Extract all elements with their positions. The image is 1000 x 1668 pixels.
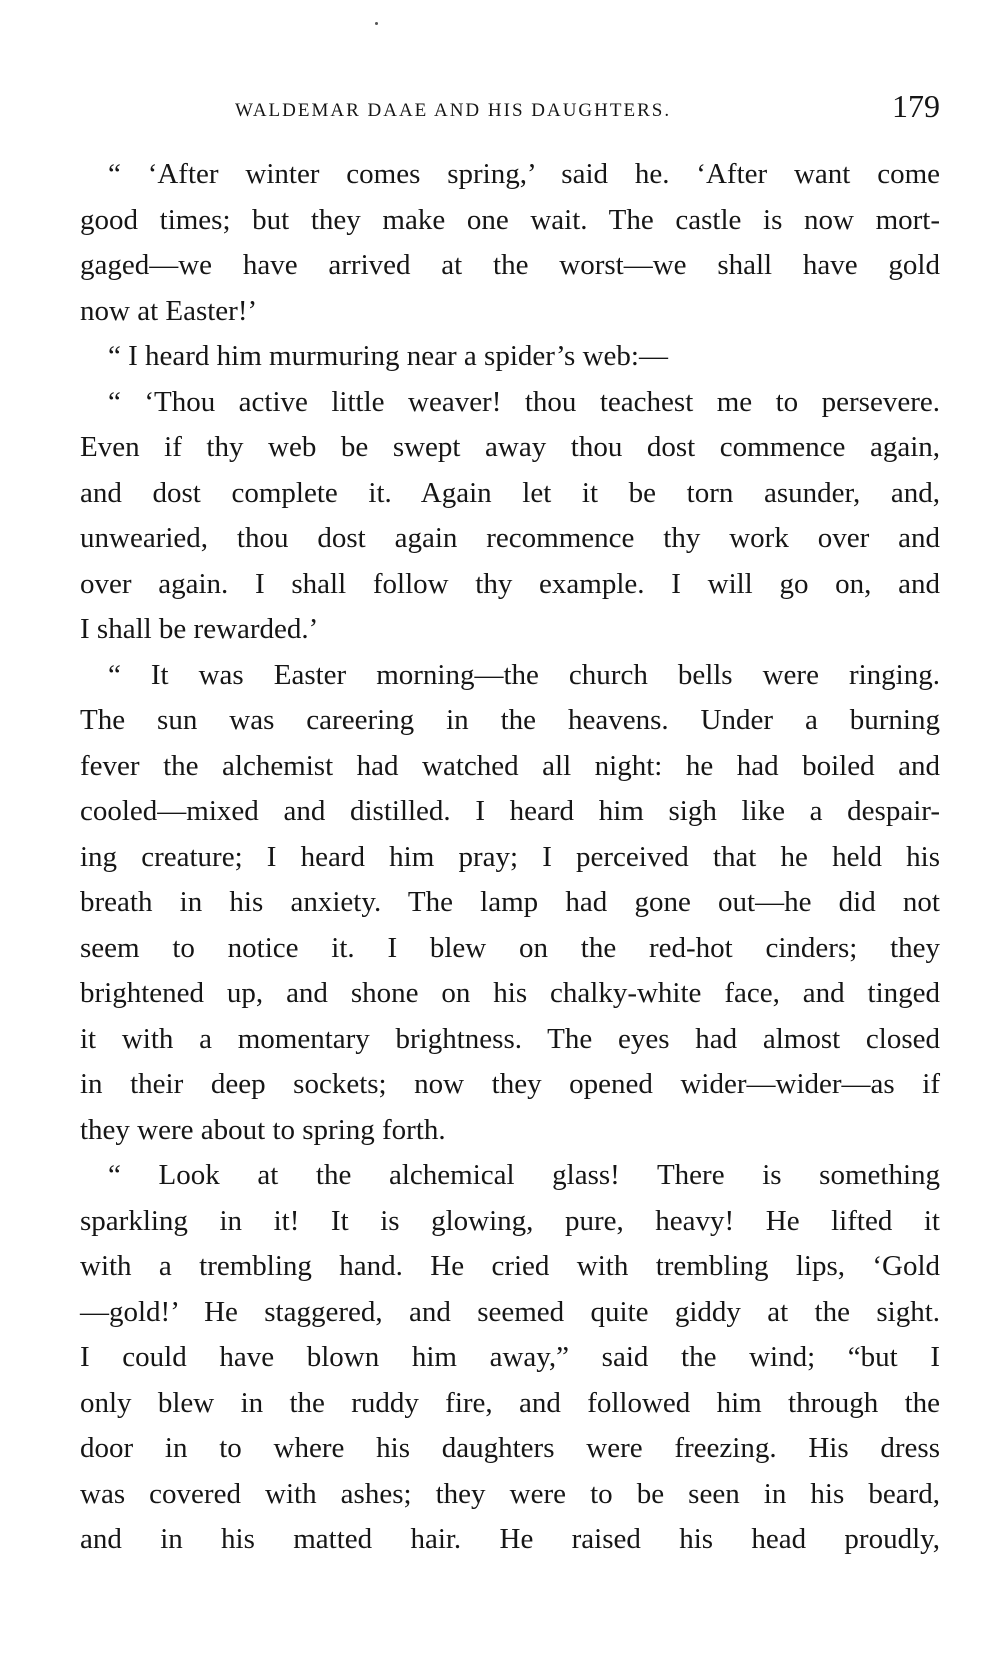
body-text	[80, 152, 940, 1563]
text-line: unwearied, thou dost again recommence thy work over and	[80, 522, 940, 554]
text-line: over again. I shall follow thy example. I will go on, and	[80, 567, 940, 600]
text-line: cooled—mixed and distilled. I heard him sigh like a despair-	[80, 795, 940, 827]
text-line: seem to notice it. I blew on the red-hot cinders; they	[80, 931, 940, 964]
text-line: “ ‘After winter comes spring,’ said he. ‘After want come	[108, 158, 940, 190]
text-line: fever the alchemist had watched all night: he had boiled and	[80, 749, 940, 782]
text-line: “ ‘Thou active little weaver! thou teachest me to persevere.	[108, 385, 940, 418]
text-line: and dost complete it. Again let it be torn asunder, and,	[80, 476, 940, 509]
text-line: brightened up, and shone on his chalky-white face, and tinged	[80, 977, 940, 1009]
text-line: I could have blown him away,” said the wind; “but I	[80, 1341, 940, 1373]
text-line: now at Easter!’	[80, 294, 258, 327]
text-line: it with a momentary brightness. The eyes had almost closed	[80, 1022, 940, 1055]
text-line: and in his matted hair. He raised his head proudly,	[80, 1523, 940, 1555]
text-line: sparkling in it! It is glowing, pure, heavy! He lifted it	[80, 1204, 940, 1237]
text-line: only blew in the ruddy fire, and followed him through the	[80, 1386, 940, 1419]
text-line: ing creature; I heard him pray; I perceived that he held his	[80, 840, 940, 873]
text-line: was covered with ashes; they were to be seen in his beard,	[80, 1477, 940, 1510]
text-line: “ It was Easter morning—the church bells were ringing.	[108, 658, 940, 691]
text-line: —gold!’ He staggered, and seemed quite giddy at the sight.	[80, 1295, 940, 1328]
print-speck	[375, 22, 378, 25]
page-number: 179	[892, 88, 940, 124]
text-line: breath in his anxiety. The lamp had gone out—he did not	[80, 886, 940, 918]
text-line: with a trembling hand. He cried with trembling lips, ‘Gold	[80, 1250, 940, 1282]
text-line: good times; but they make one wait. The castle is now mort-	[80, 203, 940, 236]
text-line: they were about to spring forth.	[80, 1113, 446, 1146]
text-line: gaged—we have arrived at the worst—we shall have gold	[80, 249, 940, 281]
text-line: door in to where his daughters were freezing. His dress	[80, 1432, 940, 1464]
text-line: Even if thy web be swept away thou dost commence again,	[80, 431, 940, 463]
text-line: in their deep sockets; now they opened wider—wider—as if	[80, 1068, 940, 1100]
text-line: The sun was careering in the heavens. Under a burning	[80, 704, 940, 736]
text-line: “ I heard him murmuring near a spider’s web:—	[108, 340, 668, 372]
page-header	[80, 88, 940, 128]
text-line: I shall be rewarded.’	[80, 613, 319, 645]
running-title: WALDEMAR DAAE AND HIS DAUGHTERS.	[235, 100, 672, 121]
text-line: “ Look at the alchemical glass! There is something	[108, 1159, 940, 1191]
